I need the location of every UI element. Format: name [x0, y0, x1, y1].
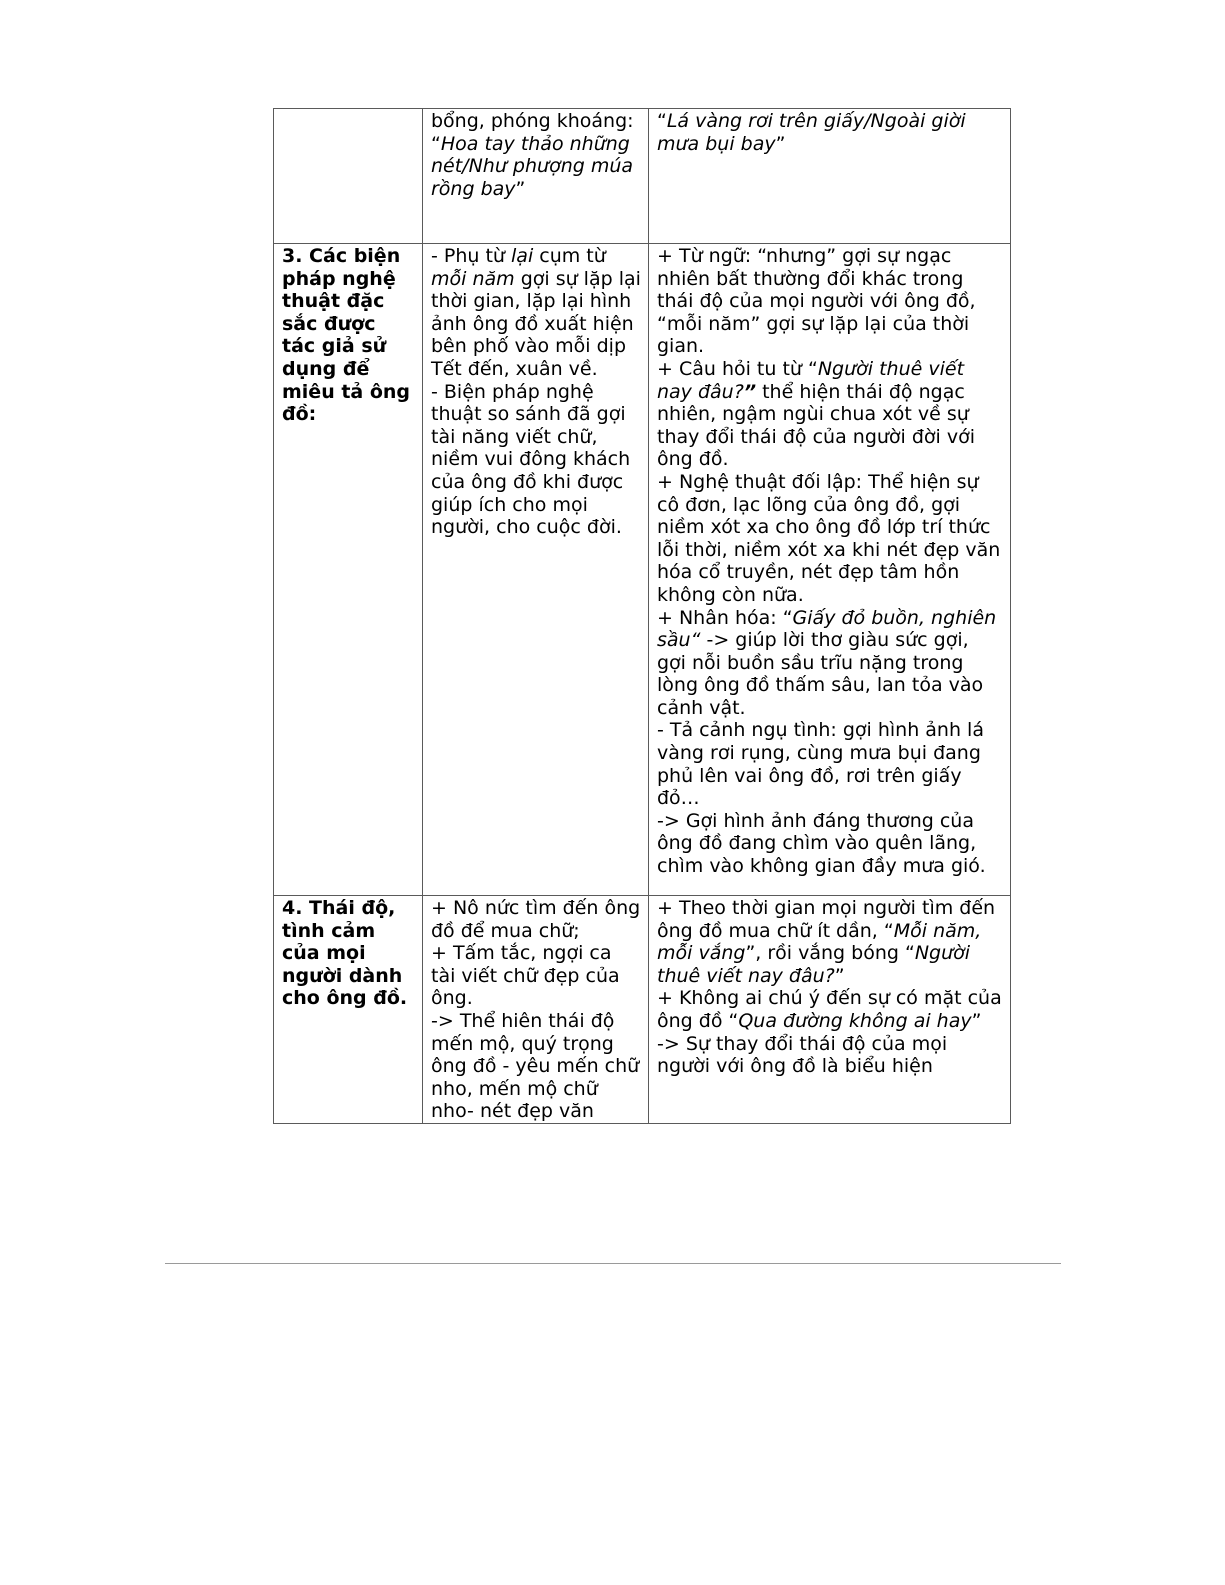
cell-paragraph [657, 897, 1003, 987]
text-run: -> Thể hiên thái độ mến mộ, quý trọng ông đồ - yêu mến chữ nho, mến mộ chữ nho- nét đẹp văn [431, 1009, 640, 1123]
text-run: - Phụ từ [431, 245, 512, 267]
text-run: + Câu hỏi tu từ “ [657, 357, 818, 380]
table-row [274, 244, 1011, 896]
cell-paragraph [282, 897, 415, 1010]
text-run: ”, rồi vắng bóng “ [745, 942, 915, 965]
text-run: Người thuê viết nay đâu? [657, 942, 971, 987]
analysis-cell [649, 109, 1011, 244]
cell-paragraph [657, 471, 1003, 607]
heading-cell [274, 244, 423, 896]
cell-paragraph [657, 719, 1003, 809]
heading-cell [274, 896, 423, 1124]
cell-paragraph [657, 1033, 1003, 1078]
text-run: 3. Các biện pháp nghệ thuật đặc sắc được tác giả sử dụng để miêu tả ông đồ: [282, 245, 411, 426]
text-run: Giấy đỏ buồn, nghiên sầu“ [657, 606, 997, 652]
text-run: “ [657, 110, 667, 132]
cell-paragraph [431, 897, 641, 942]
cell-paragraph [657, 607, 1003, 720]
text-run: ” [971, 1009, 982, 1032]
table-row [274, 109, 1011, 244]
text-run: lại [511, 245, 534, 267]
cell-paragraph [431, 1010, 641, 1123]
text-run: + Từ ngữ: “nhưng” gợi sự ngạc nhiên bất thường đổi khác trong thái độ của mọi người với ông đồ, “mỗi năm” gợi sự lặp lại của thời gian. [657, 245, 976, 358]
text-run: ” [834, 964, 845, 987]
cell-paragraph [657, 245, 1003, 358]
cell-paragraph [657, 358, 1003, 471]
text-run: - Biện pháp nghệ thuật so sánh đã gợi tài năng viết chữ, niềm vui đông khách của ông đồ khi được giúp ích cho mọi người, cho cuộc đời. [431, 380, 631, 539]
text-run: + Theo thời gian mọi người tìm đến ông đồ mua chữ ít dần, “ [657, 897, 996, 942]
text-run: Lá vàng rơi trên giấy/Ngoài giời mưa bụi bay [657, 110, 966, 155]
text-run: ” [775, 132, 786, 155]
text-run: bổng, phóng khoáng: “ [431, 110, 634, 155]
heading-cell [274, 109, 423, 244]
text-run: -> Gợi hình ảnh đáng thương của ông đồ đang chìm vào quên lãng, chìm vào không gian đầy mưa gió. [657, 809, 986, 878]
description-cell [423, 109, 649, 244]
cell-paragraph [431, 381, 641, 539]
table-row [274, 896, 1011, 1124]
text-run: + Nghệ thuật đối lập: Thể hiện sự cô đơn, lạc lõng của ông đồ, gợi niềm xót xa cho ông đồ lớp trí thức lỗi thời, niềm xót xa khi nét đẹp văn hóa cổ truyền, nét đẹp tâm hồn không còn nữa. [657, 470, 1001, 606]
cell-paragraph [431, 110, 641, 200]
description-cell [423, 896, 649, 1124]
cell-paragraph [431, 942, 641, 1010]
cell-paragraph [657, 987, 1003, 1032]
text-run: + Nhân hóa: “ [657, 606, 793, 629]
text-run: gợi sự lặp lại thời gian, lặp lại hình ảnh ông đồ xuất hiện bên phố vào mỗi dịp Tết đến, xuân về. [431, 267, 641, 380]
text-run: Qua đường không ai hay [738, 1009, 972, 1032]
cell-paragraph [657, 110, 1003, 155]
description-cell [423, 244, 649, 896]
analysis-cell [649, 896, 1011, 1124]
text-run: -> giúp lời thơ giàu sức gợi, gợi nỗi buồn sầu trĩu nặng trong lòng ông đồ thấm sâu, lan tỏa vào cảnh vật. [657, 629, 984, 719]
cell-paragraph [657, 810, 1003, 878]
cell-paragraph [431, 245, 641, 381]
text-run: cụm từ [533, 245, 606, 267]
text-run: + Tấm tắc, ngợi ca tài viết chữ đẹp của ông. [431, 942, 620, 1010]
text-run: - Tả cảnh ngụ tình: gợi hình ảnh lá vàng rơi rụng, cùng mưa bụi đang phủ lên vai ông đồ, rơi trên giấy đỏ… [657, 719, 984, 810]
text-run: Hoa tay thảo những nét/Như phượng múa rồng bay [431, 132, 634, 200]
text-run: thể hiện thái độ ngạc nhiên, ngậm ngùi chua xót về sự thay đổi thái độ của người đời với ông đồ. [657, 380, 976, 471]
text-run: 4. Thái độ, tình cảm của mọi người dành cho ông đồ. [282, 897, 408, 1010]
text-run: mỗi năm [431, 267, 515, 290]
text-run: ” [515, 177, 526, 200]
cell-paragraph [282, 245, 415, 426]
text-run: Người thuê viết nay đâu? [657, 357, 965, 403]
text-run: Mỗi năm, mỗi vắng [657, 919, 982, 965]
content-table [273, 108, 1011, 1124]
analysis-cell [649, 244, 1011, 896]
text-run: ” [743, 380, 757, 403]
text-run: -> Sự thay đổi thái độ của mọi người với ông đồ là biểu hiện [657, 1032, 948, 1078]
text-run: + Không ai chú ý đến sự có mặt của ông đồ “ [657, 987, 1002, 1032]
footer-divider [165, 1263, 1061, 1264]
text-run: + Nô nức tìm đến ông đồ để mua chữ; [431, 897, 641, 942]
